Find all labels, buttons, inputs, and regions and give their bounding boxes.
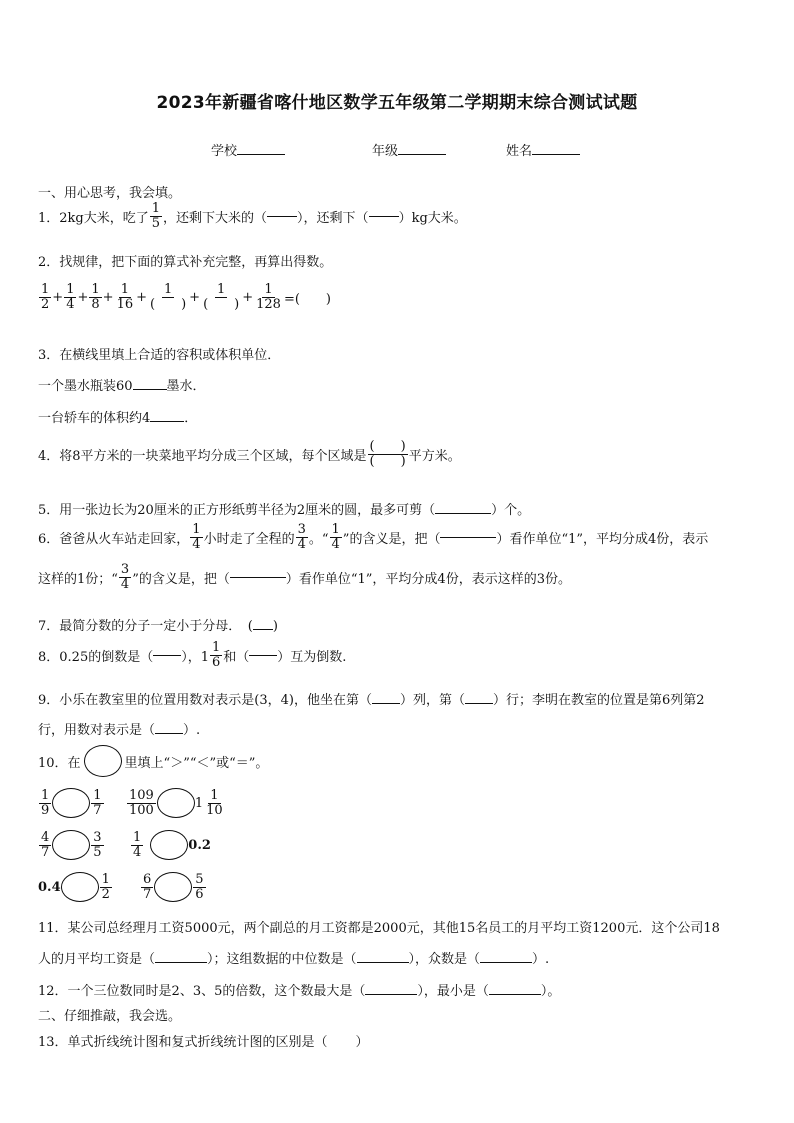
q3-line-1: 一个墨水瓶装60 墨水． [38,379,206,394]
q2-blank-1[interactable]: $\frac{1}{( )}$ [150,282,187,312]
question-5: 5．用一张边长为20厘米的正方形纸剪半径为2厘米的圆，最多可剪（ ）个。 [38,503,531,518]
question-6: 6．爸爸从火车站走回家， $\frac{1}{4}$ 小时走了全程的 $\frac{3}{4}$ 。“ $\frac{1}{4}$ ”的含义是，把（ ）看作单位“1”，平均分成4份，表示 [38,522,709,552]
q10-compare-5: 0.4 $\frac{1}{2}$ [38,871,110,902]
q1-blank-1[interactable] [267,216,297,217]
q10-circle-2[interactable] [157,788,195,818]
q1-text-b: ，还剩下大米的（ [163,210,268,226]
question-4: 4．将8平方米的一块菜地平均分成三个区域，每个区域是 $\frac{( )}{( )}$ 平方米。 [38,439,461,469]
q10-circle-1[interactable] [52,788,90,818]
q1-text-c: ），还剩下（ [297,210,369,226]
q3-line-2: 一台轿车的体积约4 ． [38,411,198,426]
q11-blank-1[interactable] [155,962,207,963]
q9-blank-3[interactable] [155,733,183,734]
q11-blank-3[interactable] [480,962,532,963]
name-blank[interactable] [532,154,580,155]
section-1-heading: 一、用心思考，我会填。 [38,186,182,201]
question-3: 3．在横线里填上合适的容积或体积单位． [38,348,281,363]
question-10: 10．在 里填上“＞”“＜”或“＝”。 [38,745,268,777]
question-8: 8．0.25的倒数是（ ），1 $\frac{1}{6}$ 和（ ）互为倒数. [38,640,347,670]
q8-blank-1[interactable] [153,655,181,656]
q12-blank-2[interactable] [489,994,541,995]
grade-field [372,140,446,159]
q9-blank-1[interactable] [372,703,400,704]
q1-text-a: 1．2kg大米，吃了 [38,210,149,226]
name-label: 姓名 [506,144,533,159]
q2-answer-blank[interactable]: =( ) [283,291,332,307]
school-blank[interactable] [237,154,285,155]
q1-blank-2[interactable] [369,216,399,217]
section-2-heading: 二、仔细推敲，我会选。 [38,1009,182,1024]
q10-circle-3[interactable] [52,830,90,860]
q2-blank-2[interactable]: $\frac{1}{( )}$ [203,282,240,312]
q10-compare-4: $\frac{1}{4}$ 0.2 [133,829,211,860]
q12-blank-1[interactable] [365,994,417,995]
question-7: 7．最简分数的分子一定小于分母． ( ) [38,619,278,634]
q9-line-2: 行，用数对表示是（ ）. [38,723,201,738]
q10-compare-6: $\frac{6}{7}$ $\frac{5}{6}$ [143,871,204,902]
q1-fraction: $\frac{1}{5}$ [151,201,161,231]
question-13: 13．单式折线统计图和复式折线统计图的区别是（ ） [38,1035,369,1050]
q10-compare-3: $\frac{4}{7}$ $\frac{3}{5}$ [41,829,102,860]
school-label: 学校 [211,144,238,159]
q1-text-d: ）kg大米。 [398,210,467,226]
question-12: 12．一个三位数同时是2、3、5的倍数，这个数最大是（ ），最小是（ ）。 [38,984,561,999]
q3-blank-1[interactable] [133,389,167,390]
q11-blank-2[interactable] [357,962,409,963]
q3-blank-2[interactable] [150,421,184,422]
q9-blank-2[interactable] [465,703,493,704]
compare-circle-icon [84,745,122,777]
school-field [211,140,285,159]
question-9: 9．小乐在教室里的位置用数对表示是(3，4)，他坐在第（ ）列，第（ ）行；李明在教室的位置是第6列第2 [38,693,705,708]
q8-blank-2[interactable] [249,655,277,656]
q10-compare-2: $\frac{109}{100}$ 1 $\frac{1}{10}$ [129,787,223,818]
grade-blank[interactable] [398,154,446,155]
name-field [506,140,580,159]
q10-compare-1: $\frac{1}{9}$ $\frac{1}{7}$ [41,787,102,818]
page-title: 2023年新疆省喀什地区数学五年级第二学期期末综合测试试题 [156,93,638,113]
q4-fraction-blank[interactable]: $\frac{( )}{( )}$ [369,439,406,469]
q5-blank[interactable] [435,513,491,514]
q10-circle-5[interactable] [61,872,99,902]
q6-blank-1[interactable] [440,537,496,538]
question-2: 2．找规律，把下面的算式补充完整，再算出得数。 [38,255,333,270]
q10-circle-6[interactable] [154,872,192,902]
q6-line-2: 这样的1份；“ $\frac{3}{4}$ ”的含义是，把（ ）看作单位“1”，平均分成4份，表示这样的3份。 [38,562,571,592]
q11-line-2: 人的月平均工资是（ ）；这组数据的中位数是（ ），众数是（ ）. [38,952,550,967]
question-1 [38,202,467,230]
grade-label: 年级 [372,144,399,159]
question-11: 11．某公司总经理月工资5000元，两个副总的月工资都是2000元，其他15名员工的月平均工资1200元．这个公司18 [38,921,720,936]
q10-circle-4[interactable] [150,830,188,860]
q7-blank[interactable] [253,629,273,630]
q6-blank-2[interactable] [230,577,286,578]
q2-expression: $\frac{1}{2}$ + $\frac{1}{4}$ + $\frac{1}{8}$ + $\frac{1}{16}$ + $\frac{1}{( )}$ + $\frac{1}{( )}$ + $\frac{1}{128}$ =( ) [41,282,332,312]
